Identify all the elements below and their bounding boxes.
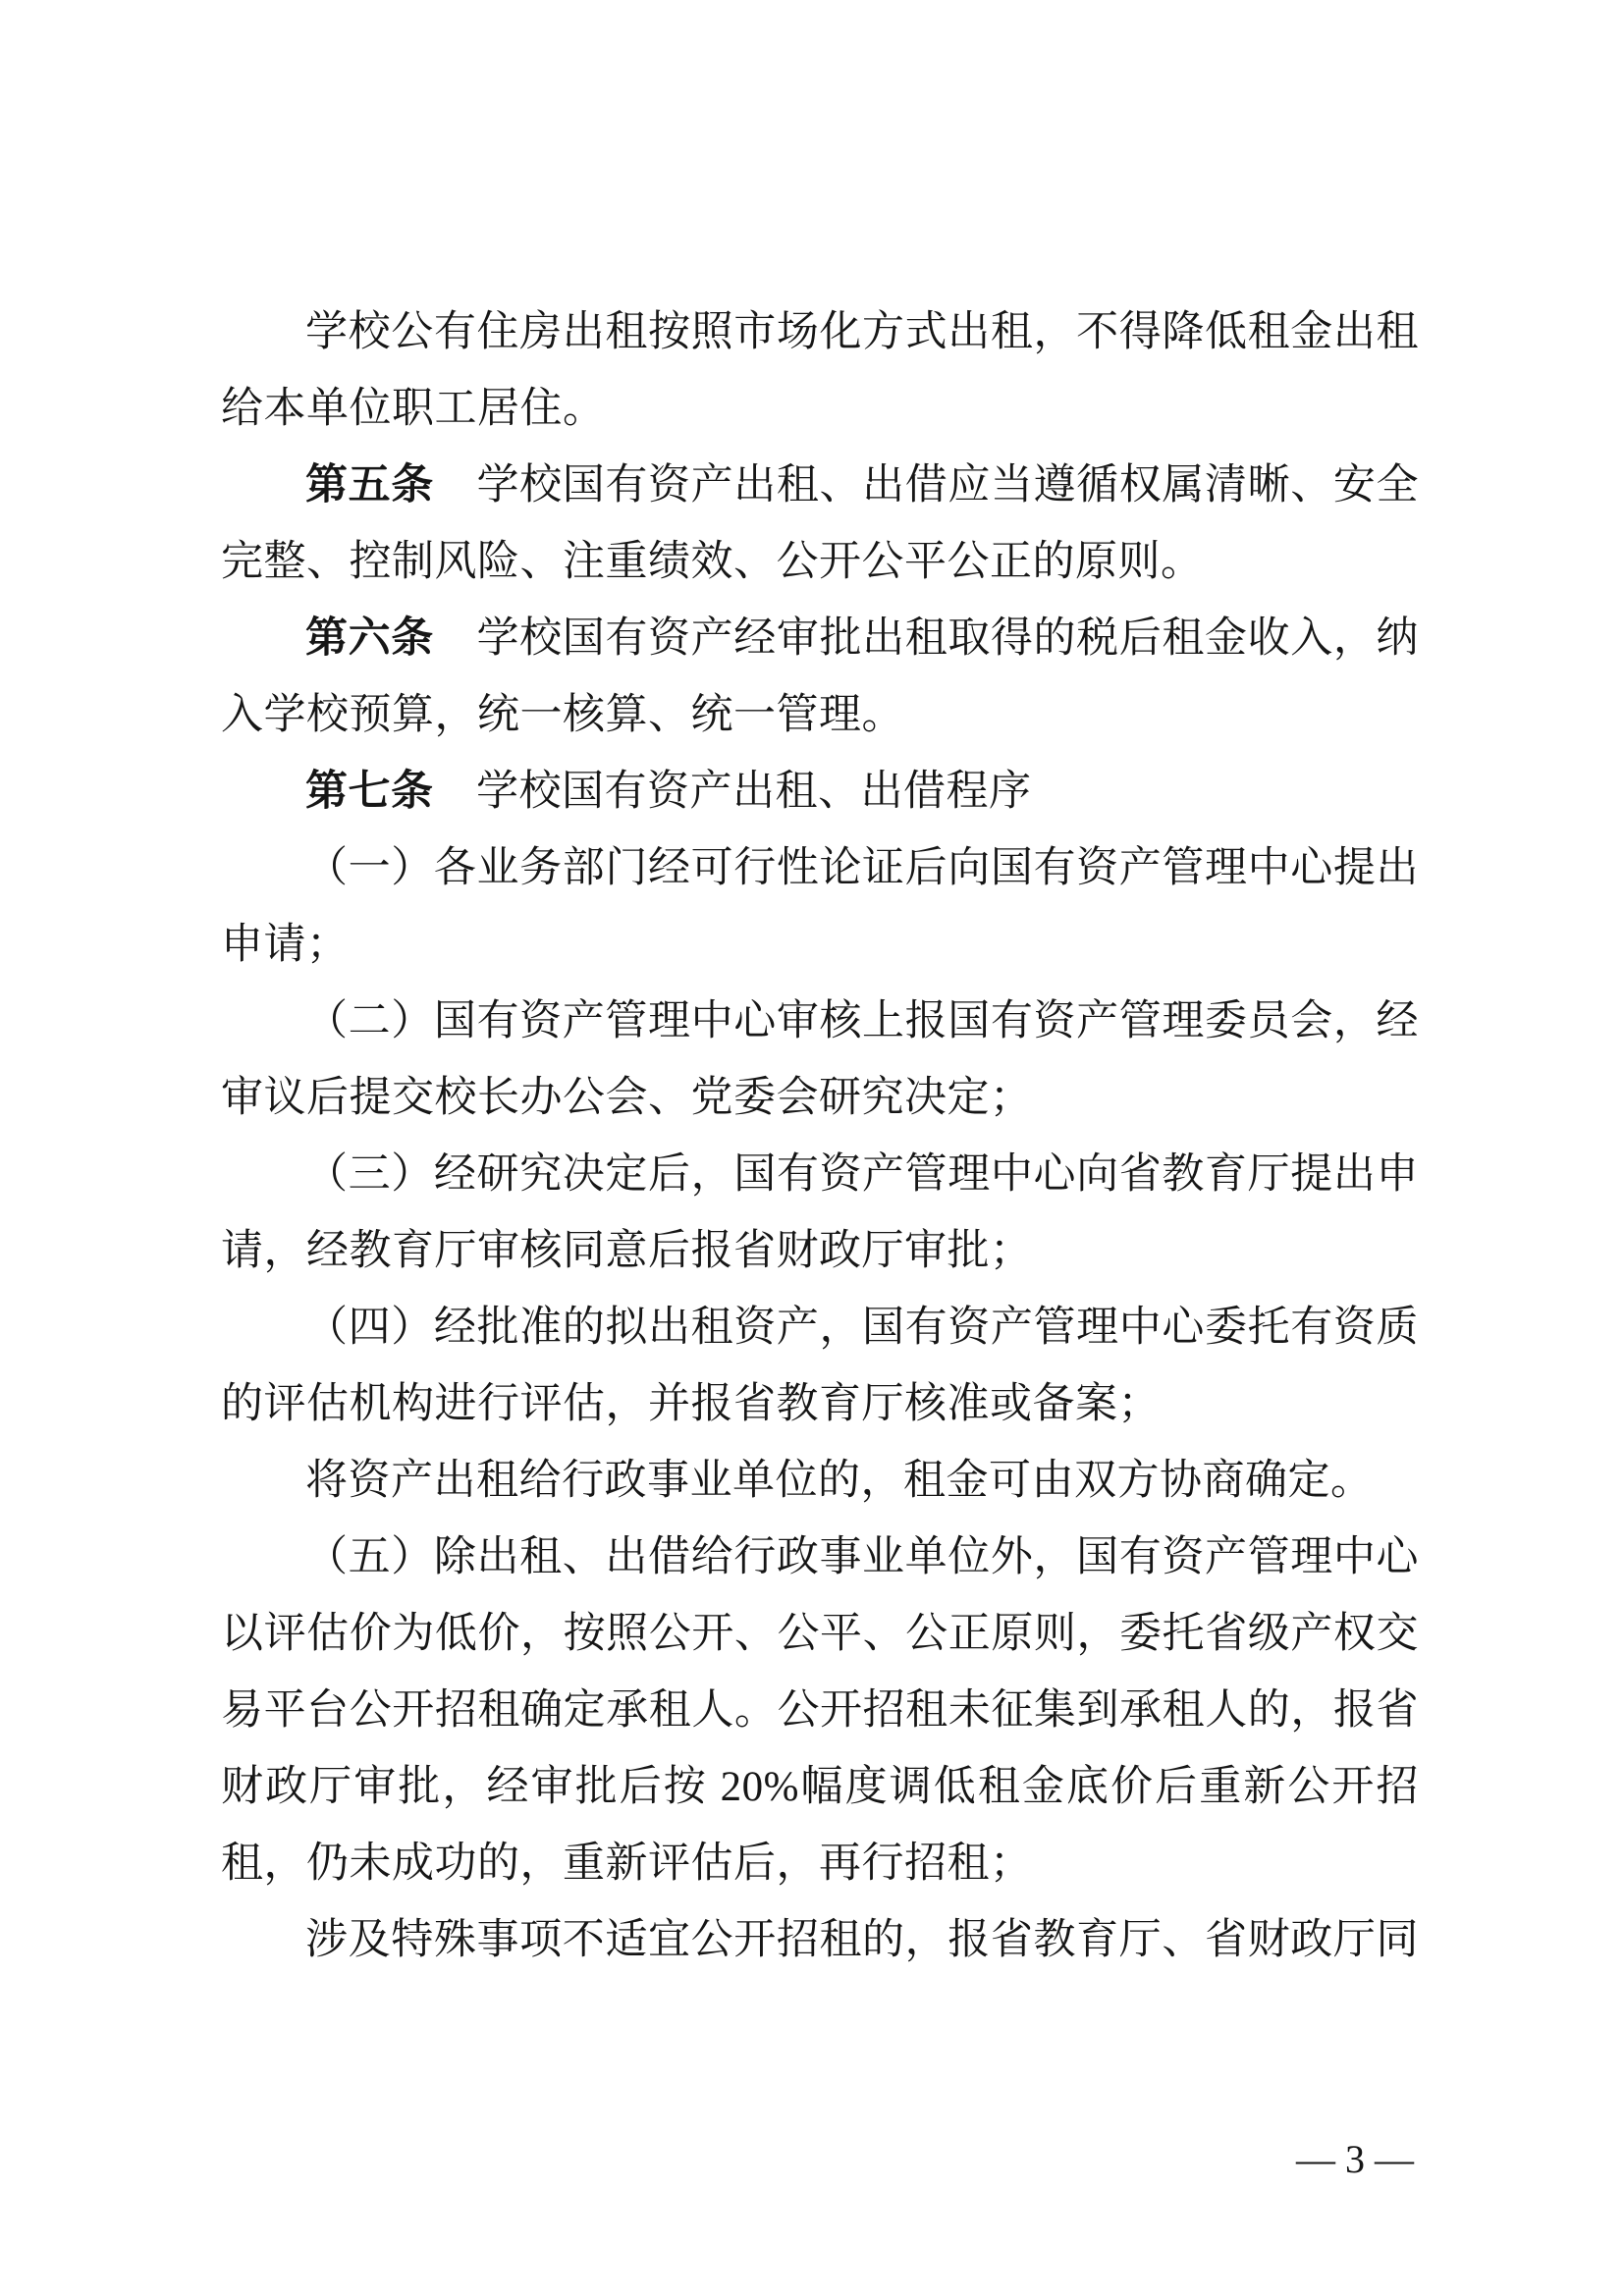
text-segment: （一）各业务部门经可行性论证后向国有资产管理中心提出 [305, 845, 1419, 891]
text-segment: 请，经教育厅审核同意后报省财政厅审批； [221, 1228, 1033, 1274]
text-line [221, 754, 1419, 830]
text-line [221, 1749, 1419, 1826]
text-line [221, 1290, 1419, 1366]
text-line [221, 830, 1419, 907]
article-heading: 第五条 [305, 462, 434, 508]
text-segment: 给本单位职工居住。 [221, 386, 606, 432]
text-segment: 学校公有住房出租按照市场化方式出租，不得降低租金出租 [305, 309, 1419, 355]
text-line [221, 1366, 1419, 1443]
page-number: — 3 — [1296, 2137, 1414, 2181]
text-segment: 租，仍未成功的，重新评估后，再行招租； [221, 1841, 1033, 1887]
text-line [221, 524, 1419, 601]
text-segment: 学校国有资产出租、出借应当遵循权属清晰、安全 [433, 462, 1420, 508]
text-segment: （三）经研究决定后，国有资产管理中心向省教育厅提出申 [305, 1151, 1419, 1198]
text-segment: 完整、控制风险、注重绩效、公开公平公正的原则。 [221, 539, 1204, 585]
text-segment: 入学校预算，统一核算、统一管理。 [221, 692, 904, 738]
text-line [221, 1060, 1419, 1137]
text-segment: 的评估机构进行评估，并报省教育厅核准或备案； [221, 1381, 1161, 1427]
text-line [221, 448, 1419, 524]
text-segment: （五）除出租、出借给行政事业单位外，国有资产管理中心 [305, 1534, 1419, 1580]
text-segment: 将资产出租给行政事业单位的，租金可由双方协商确定。 [305, 1458, 1374, 1504]
text-line [221, 984, 1419, 1060]
text-segment: 涉及特殊事项不适宜公开招租的，报省教育厅、省财政厅同 [305, 1917, 1419, 1963]
text-line [221, 1137, 1419, 1213]
text-line [221, 601, 1419, 677]
article-heading: 第六条 [305, 615, 434, 662]
text-segment: （二）国有资产管理中心审核上报国有资产管理委员会，经 [305, 998, 1419, 1044]
text-segment: （四）经批准的拟出租资产，国有资产管理中心委托有资质 [305, 1305, 1419, 1351]
text-line [221, 1902, 1419, 1979]
text-line [221, 1443, 1419, 1520]
text-segment: 申请； [221, 922, 350, 968]
text-segment: 财政厅审批，经审批后按 20%幅度调低租金底价后重新公开招 [221, 1764, 1419, 1810]
text-line [221, 294, 1419, 371]
text-line [221, 1673, 1419, 1749]
text-line [221, 1213, 1419, 1290]
text-segment: 学校国有资产经审批出租取得的税后租金收入，纳 [433, 615, 1420, 662]
text-line [221, 1520, 1419, 1596]
text-line [221, 1826, 1419, 1902]
text-line [221, 1596, 1419, 1673]
document-body [221, 294, 1419, 1979]
text-segment: 易平台公开招租确定承租人。公开招租未征集到承租人的，报省 [221, 1687, 1419, 1734]
text-line [221, 677, 1419, 754]
text-line [221, 371, 1419, 448]
article-heading: 第七条 [305, 769, 434, 815]
text-segment: 以评估价为低价，按照公开、公平、公正原则，委托省级产权交 [221, 1611, 1419, 1657]
text-segment: 审议后提交校长办公会、党委会研究决定； [221, 1075, 1033, 1121]
text-line [221, 907, 1419, 984]
text-segment: 学校国有资产出租、出借程序 [433, 769, 1032, 815]
